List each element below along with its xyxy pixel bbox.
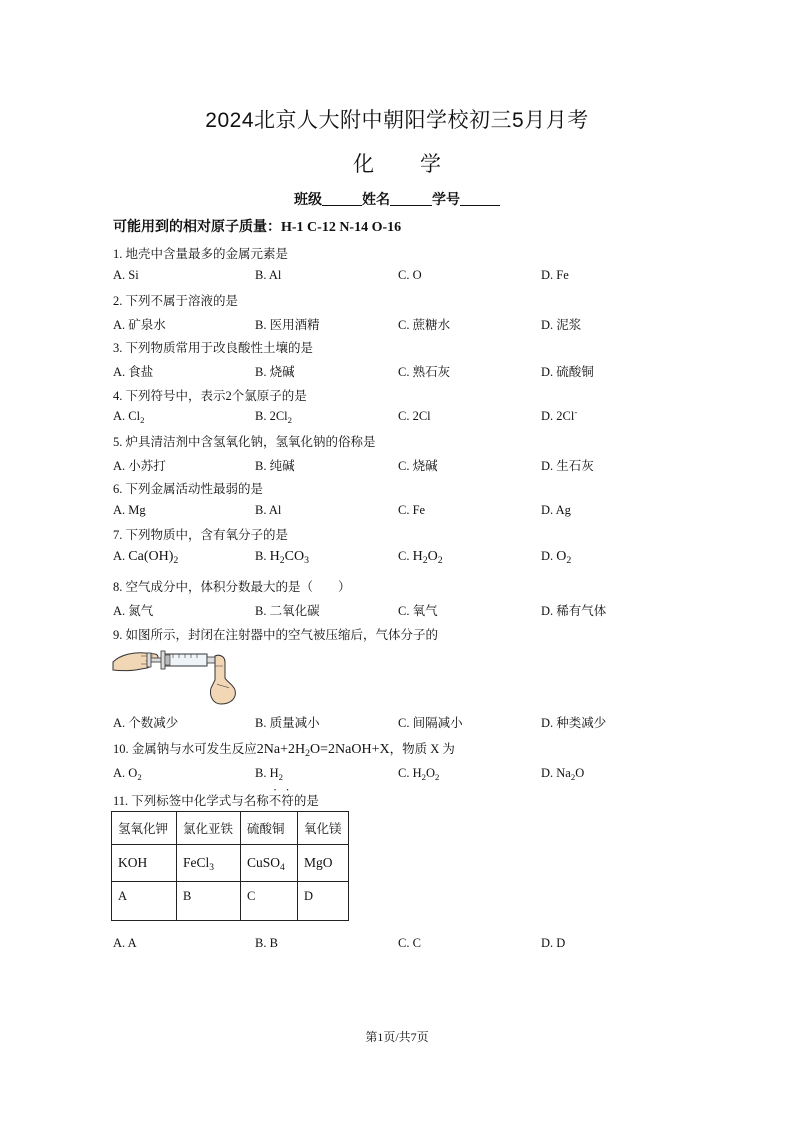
label-name-b: 氯化亚铁 <box>177 812 241 845</box>
label-name-a: 氢氧化钾 <box>112 812 177 845</box>
name-label: 姓名 <box>362 193 390 208</box>
question-2: 2. 下列不属于溶液的是 <box>113 294 239 308</box>
q5-option-a: A. 小苏打 <box>113 459 166 473</box>
q3-option-d: D. 硫酸铜 <box>541 365 594 379</box>
label-letter-c: C <box>241 882 298 921</box>
class-blank[interactable] <box>322 191 362 206</box>
q8-option-a: A. 氮气 <box>113 604 154 618</box>
id-blank[interactable] <box>460 191 500 206</box>
page-title: 2024北京人大附中朝阳学校初三5月月考 <box>205 109 589 132</box>
q4-option-a: A. $Cl_2$ <box>113 409 145 425</box>
q9-option-d: D. 种类减少 <box>541 716 607 730</box>
q2-option-a: A. 矿泉水 <box>113 318 166 332</box>
q1-option-b: B. Al <box>255 268 282 282</box>
q8-option-b: B. 二氧化碳 <box>255 604 320 618</box>
q4-option-b: B. $2Cl_2$ <box>255 409 293 425</box>
atomic-masses: 可能用到的相对原子质量：H-1 C-12 N-14 O-16 <box>113 220 402 235</box>
q5-option-d: D. 生石灰 <box>541 459 594 473</box>
q6-option-c: C. Fe <box>398 503 426 517</box>
question-9: 9. 如图所示，封闭在注射器中的空气被压缩后，气体分子的 <box>113 628 439 642</box>
label-letter-a: A <box>112 882 177 921</box>
q8-option-d: D. 稀有气体 <box>541 604 607 618</box>
q11-option-b: B. B <box>255 936 278 950</box>
q6-option-b: B. Al <box>255 503 282 517</box>
q11-option-d: D. D <box>541 936 566 950</box>
q6-option-d: D. Ag <box>541 503 571 517</box>
subject-left: 化 <box>353 153 374 176</box>
question-11: 11. 下列标签中化学式与名称不符的是 <box>113 794 319 808</box>
q1-option-d: D. Fe <box>541 268 569 282</box>
subject-right: 学 <box>420 153 441 176</box>
formula-d: MgO <box>298 845 349 882</box>
q7-option-b: B. $H_2CO_3$ <box>255 549 309 566</box>
name-blank[interactable] <box>390 191 432 206</box>
q4-option-d: D. 2Cl- <box>541 407 578 423</box>
q4-option-c: C. 2Cl <box>398 409 431 423</box>
q10-option-b: B. $H_2$ <box>255 766 283 782</box>
formula-a: KOH <box>112 845 177 882</box>
q3-option-a: A. 食盐 <box>113 365 154 379</box>
q6-option-a: A. Mg <box>113 503 146 517</box>
q2-option-c: C. 蔗糖水 <box>398 318 451 332</box>
q2-option-b: B. 医用酒精 <box>255 318 320 332</box>
q10-option-c: C. $H_2O_2$ <box>398 766 440 782</box>
q9-option-c: C. 间隔减小 <box>398 716 463 730</box>
emphasized-text: 不符 <box>268 794 294 808</box>
reaction-equation: $2Na+2H_2O=2NaOH+X$ <box>256 742 390 759</box>
label-letter-d: D <box>298 882 349 921</box>
q1-option-c: C. O <box>398 268 422 282</box>
q9-option-b: B. 质量减小 <box>255 716 320 730</box>
question-6: 6. 下列金属活动性最弱的是 <box>113 482 264 496</box>
question-7: 7. 下列物质中，含有氧分子的是 <box>113 528 289 542</box>
question-8: 8. 空气成分中，体积分数最大的是（ ） <box>113 580 351 594</box>
q7-option-c: C. $H_2O_2$ <box>398 549 443 566</box>
formula-b: FeCl$_3$ <box>177 845 241 882</box>
q9-option-a: A. 个数减少 <box>113 716 179 730</box>
question-3: 3. 下列物质常用于改良酸性土壤的是 <box>113 341 314 355</box>
q5-option-b: B. 纯碱 <box>255 459 295 473</box>
q8-option-c: C. 氧气 <box>398 604 438 618</box>
syringe-figure <box>111 644 239 706</box>
label-table <box>111 811 349 921</box>
q3-option-b: B. 烧碱 <box>255 365 295 379</box>
question-1: 1. 地壳中含量最多的金属元素是 <box>113 247 289 261</box>
question-5: 5. 炉具清洁剂中含氢氧化钠，氢氧化钠的俗称是 <box>113 435 376 449</box>
formula-c: CuSO$_4$ <box>241 845 298 882</box>
q2-option-d: D. 泥浆 <box>541 318 582 332</box>
label-name-d: 氧化镁 <box>298 812 349 845</box>
q1-option-a: A. Si <box>113 268 139 282</box>
q11-option-a: A. A <box>113 936 137 950</box>
q5-option-c: C. 烧碱 <box>398 459 438 473</box>
label-name-c: 硫酸铜 <box>241 812 298 845</box>
q10-option-d: D. $Na_2O$ <box>541 766 585 782</box>
student-info-line <box>0 189 794 209</box>
page-footer: 第1页/共7页 <box>365 1030 429 1044</box>
q3-option-c: C. 熟石灰 <box>398 365 451 379</box>
q11-option-c: C. C <box>398 936 421 950</box>
q7-option-d: D. $O_2$ <box>541 549 572 566</box>
q7-option-a: A. $Ca(OH)_2$ <box>113 549 179 566</box>
q10-option-a: A. $O_2$ <box>113 766 142 782</box>
subject-heading <box>0 148 794 178</box>
question-4: 4. 下列符号中，表示2个氯原子的是 <box>113 389 307 403</box>
id-label: 学号 <box>432 193 460 208</box>
question-10: 10. 金属钠与水可发生反应$2Na+2H_2O=2NaOH+X$，物质 X 为 <box>113 742 455 759</box>
label-letter-b: B <box>177 882 241 921</box>
class-label: 班级 <box>294 193 322 208</box>
